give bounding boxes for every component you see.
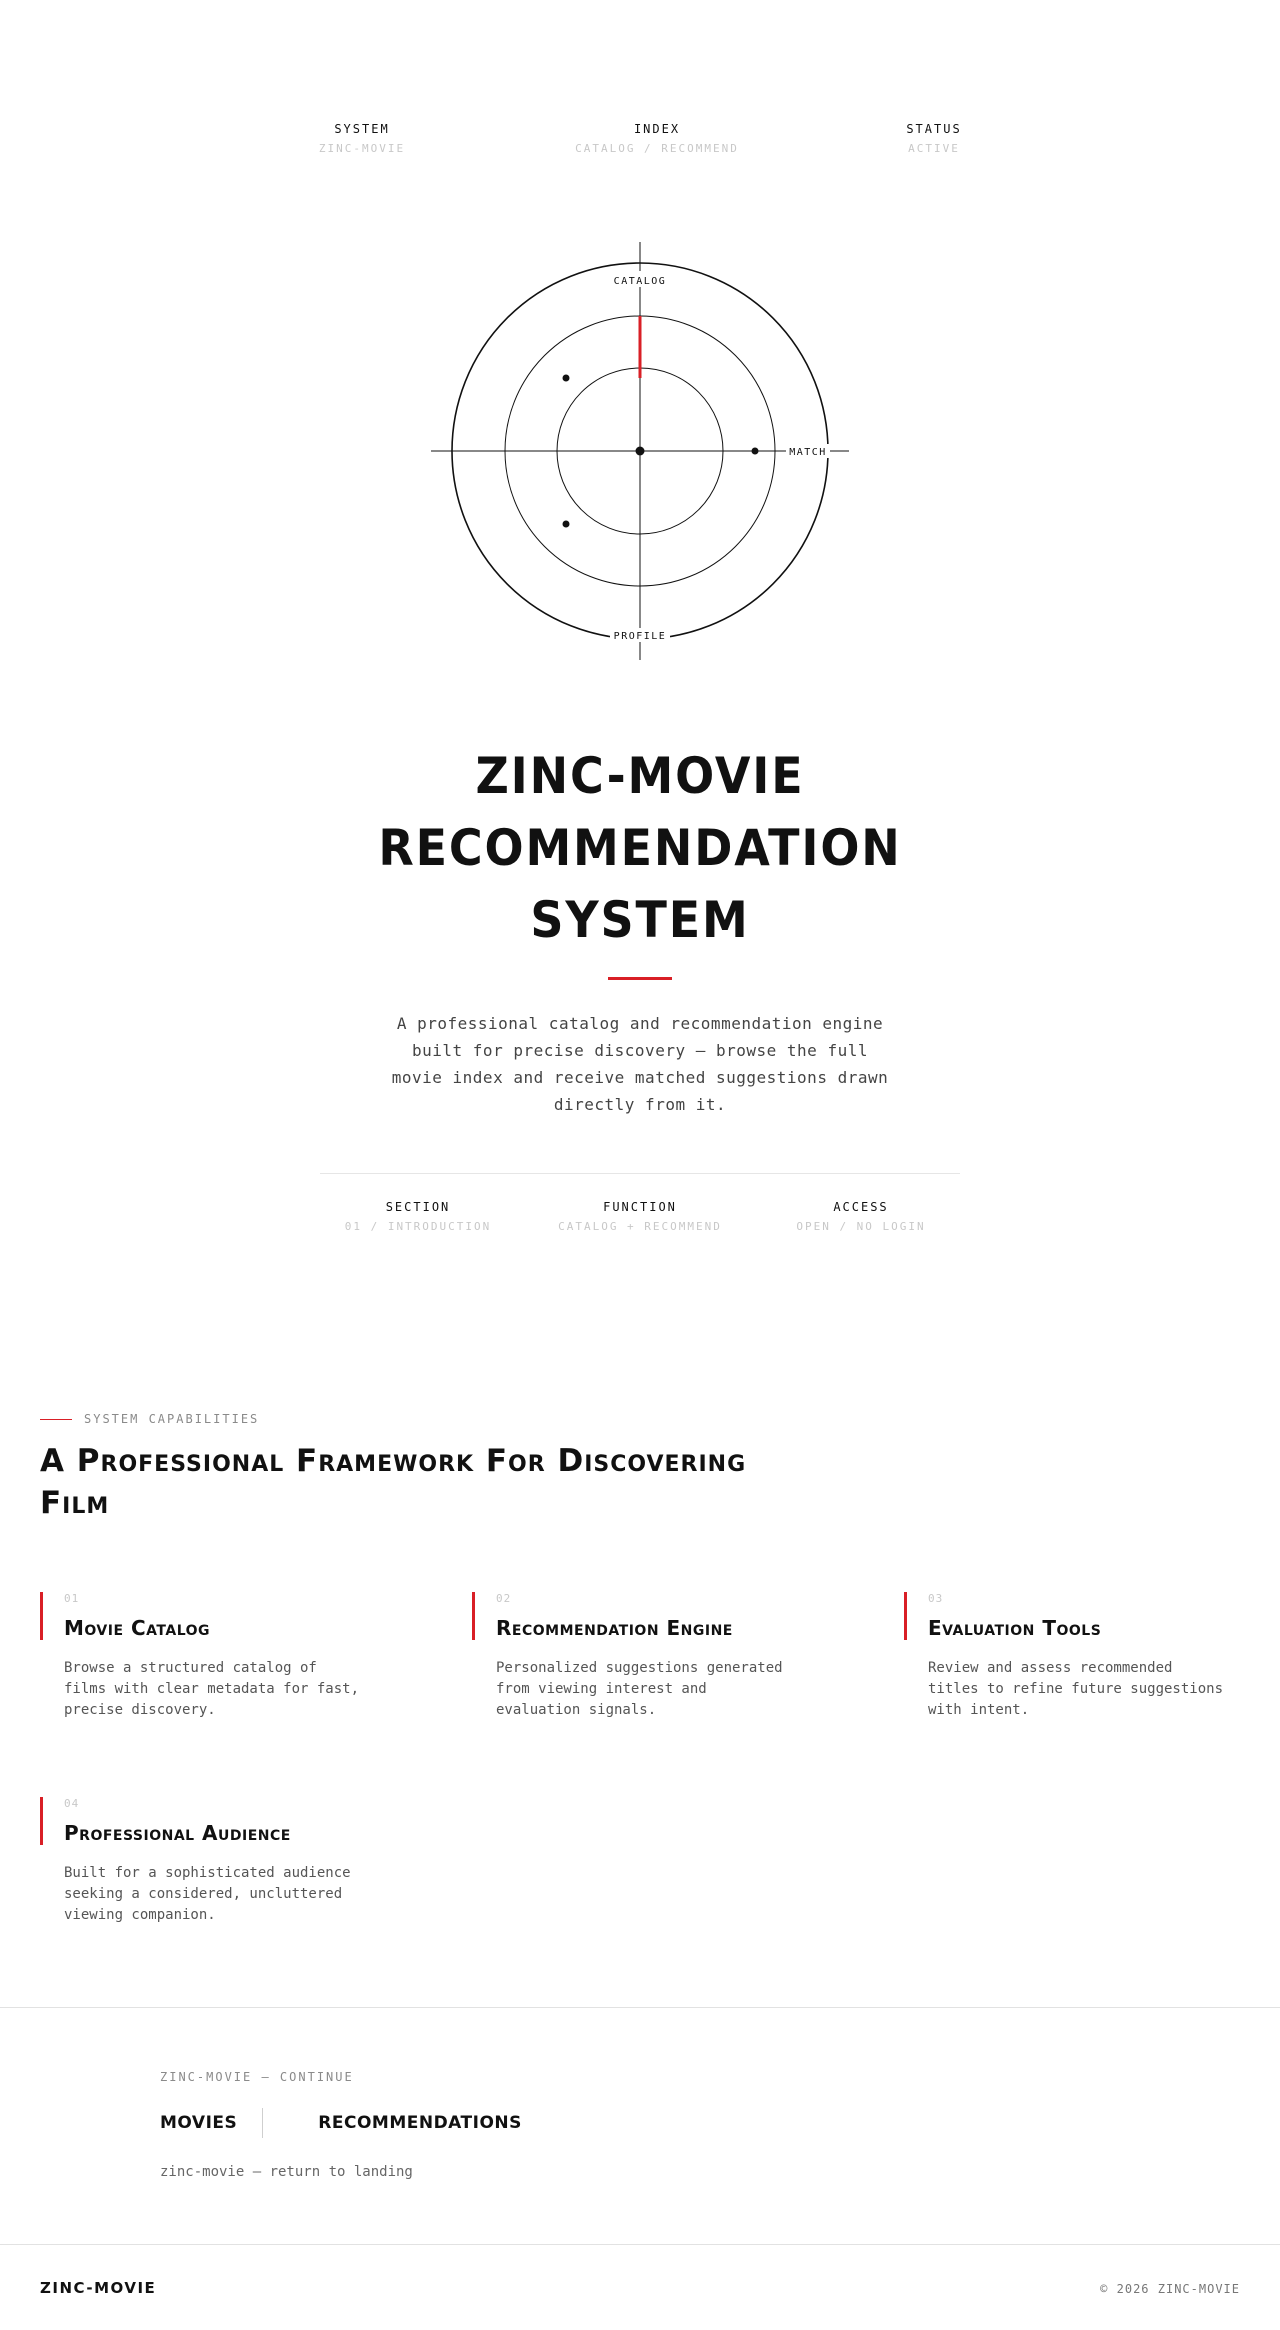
- return-to-landing-link[interactable]: zinc-movie — return to landing: [160, 2164, 413, 2180]
- meta-access: [796, 1200, 925, 1233]
- hero-accent-rule: [608, 977, 672, 980]
- hero-title-line: RECOMMENDATION: [378, 819, 902, 877]
- continue-nav: [160, 2108, 522, 2138]
- footer-copyright: © 2026 ZINC-MOVIE: [1100, 2282, 1240, 2296]
- eyebrow-label: SYSTEM CAPABILITIES: [84, 1412, 260, 1426]
- meta-bottom-row: [0, 1200, 1280, 1240]
- radar-dot: [752, 448, 759, 455]
- radar-diagram: [0, 0, 1280, 700]
- hero-title-line: ZINC-MOVIE: [475, 747, 805, 805]
- hero-title: [51, 740, 1229, 956]
- card-number: 04: [64, 1797, 80, 1810]
- recommendations-link[interactable]: RECOMMENDATIONS: [318, 2113, 522, 2133]
- card-title: Movie Catalog: [64, 1616, 211, 1640]
- card-number: 02: [496, 1592, 512, 1605]
- meta-value: OPEN / NO LOGIN: [796, 1220, 926, 1233]
- meta-value: CATALOG / RECOMMEND: [575, 142, 739, 155]
- card-number: 01: [64, 1592, 80, 1605]
- meta-section: [345, 1200, 492, 1233]
- radar-center-dot: [636, 447, 645, 456]
- footer-divider: [0, 2244, 1280, 2245]
- card-title: Evaluation Tools: [928, 1616, 1102, 1640]
- meta-value: 01 / INTRODUCTION: [344, 1220, 492, 1233]
- hero-description: A professional catalog and recommendation engine built for precise discovery — browse the full movie index and receive matched suggestions drawn directly from it.: [391, 1014, 889, 1114]
- movies-link[interactable]: MOVIES: [160, 2113, 238, 2133]
- meta-key: SECTION: [385, 1200, 451, 1214]
- meta-value: ZINC-MOVIE: [318, 142, 406, 155]
- eyebrow-rule: [40, 1419, 72, 1420]
- card-description: Review and assess recommended titles to refine future suggestions with intent.: [928, 1660, 1224, 1718]
- meta-value: CATALOG + RECOMMEND: [558, 1220, 722, 1233]
- card-accent-bar: [40, 1797, 43, 1845]
- section-divider: [0, 2007, 1280, 2008]
- radar-dot: [563, 375, 570, 382]
- radar-label-profile: PROFILE: [613, 631, 667, 642]
- radar-label-catalog: CATALOG: [613, 276, 667, 287]
- nav-separator: [262, 2108, 263, 2138]
- card-accent-bar: [472, 1592, 475, 1640]
- radar-dot: [563, 521, 570, 528]
- continue-eyebrow: ZINC-MOVIE — CONTINUE: [160, 2070, 354, 2084]
- capabilities-eyebrow: [40, 1412, 259, 1426]
- meta-key: STATUS: [906, 122, 962, 136]
- card-description: Browse a structured catalog of films with clear metadata for fast, precise discovery.: [64, 1660, 360, 1718]
- hero-title-line: SYSTEM: [530, 891, 750, 949]
- card-accent-bar: [904, 1592, 907, 1640]
- card-title: Recommendation Engine: [496, 1616, 733, 1640]
- meta-function: [558, 1200, 722, 1233]
- card-number: 03: [928, 1592, 944, 1605]
- footer-logo[interactable]: ZINC-MOVIE: [40, 2279, 157, 2297]
- meta-key: INDEX: [633, 122, 681, 136]
- card-accent-bar: [40, 1592, 43, 1640]
- capabilities-heading: A Professional Framework For Discovering Film: [40, 1443, 747, 1521]
- meta-key: SYSTEM: [334, 122, 390, 136]
- meta-value: ACTIVE: [908, 142, 960, 155]
- card-description: Personalized suggestions generated from viewing interest and evaluation signals.: [496, 1660, 783, 1718]
- card-description: Built for a sophisticated audience seeking a considered, uncluttered viewing companion.: [64, 1865, 351, 1923]
- meta-key: ACCESS: [833, 1200, 889, 1214]
- card-title: Professional Audience: [64, 1821, 291, 1845]
- divider: [320, 1173, 960, 1174]
- meta-key: FUNCTION: [603, 1200, 677, 1214]
- radar-label-match: MATCH: [789, 447, 827, 458]
